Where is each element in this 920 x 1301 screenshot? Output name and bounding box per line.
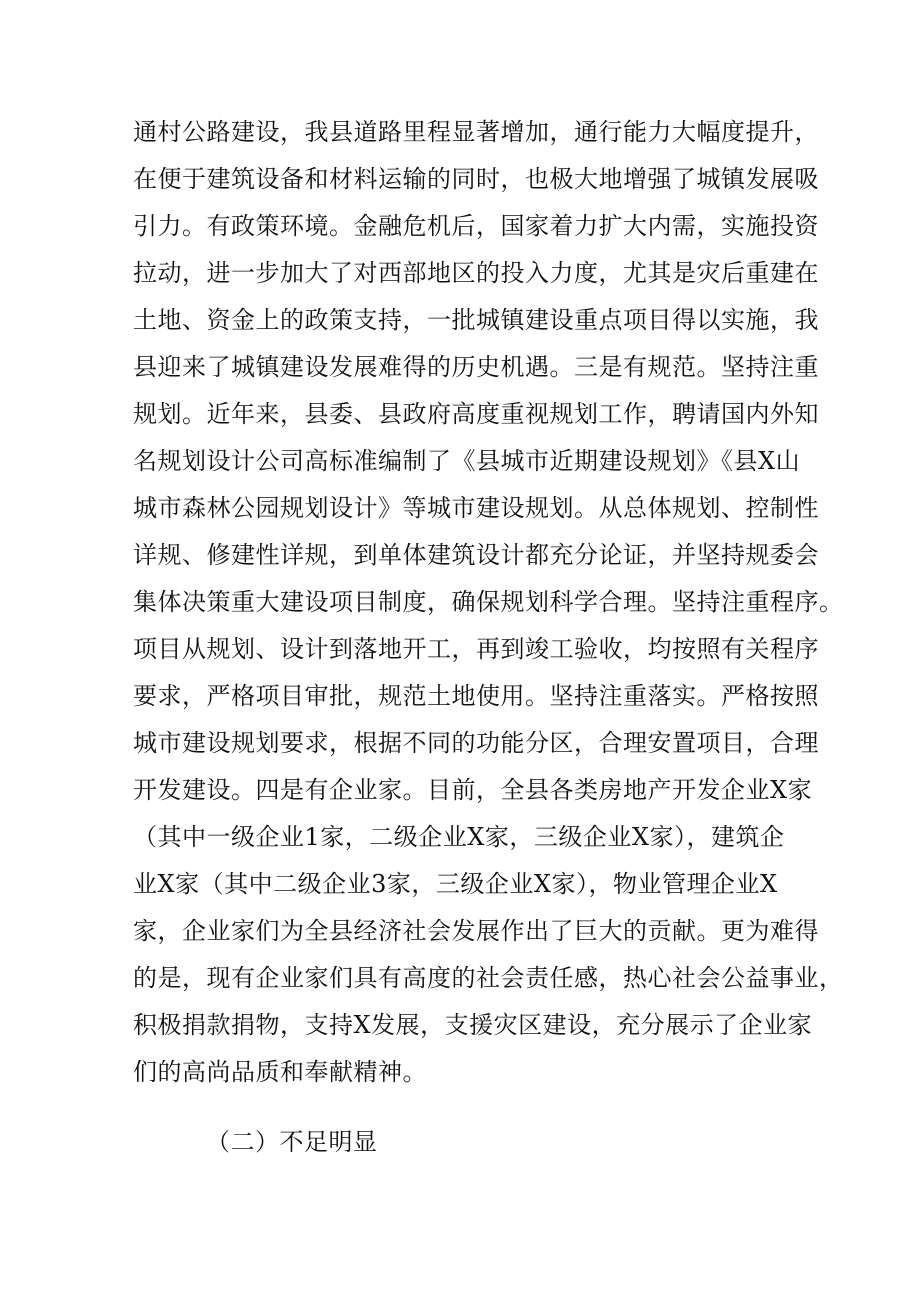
text-line: 项目从规划、设计到落地开工，再到竣工验收，均按照有关程序 — [133, 635, 819, 663]
text-line: 家，企业家们为全县经济社会发展作出了巨大的贡献。更为难得 — [133, 917, 819, 945]
text-line: 规划。近年来，县委、县政府高度重视规划工作，聘请国内外知 — [133, 400, 819, 428]
text-line: 土地、资金上的政策支持，一批城镇建设重点项目得以实施，我 — [133, 306, 819, 334]
text-line: 通村公路建设，我县道路里程显著增加，通行能力大幅度提升， — [133, 118, 819, 146]
text-line: 开发建设。四是有企业家。目前，全县各类房地产开发企业X家 — [133, 776, 813, 804]
text-line: 城市森林公园规划设计》等城市建设规划。从总体规划、控制性 — [133, 494, 819, 522]
text-line: 引力。有政策环境。金融危机后，国家着力扩大内需，实施投资 — [133, 212, 819, 240]
text-line: 的是，现有企业家们具有高度的社会责任感，热心社会公益事业， — [133, 964, 844, 992]
text-line: （其中一级企业1家，二级企业X家，三级企业X家），建筑企 — [133, 823, 785, 851]
text-line: 集体决策重大建设项目制度，确保规划科学合理。坚持注重程序。 — [133, 588, 844, 616]
text-line: 业X家（其中二级企业3家，三级企业X家），物业管理企业X — [133, 870, 778, 898]
section-heading: （二）不足明显 — [206, 1128, 378, 1156]
text-line: 积极捐款捐物，支持X发展，支援灾区建设，充分展示了企业家 — [133, 1011, 813, 1039]
text-line: 名规划设计公司高标准编制了《县城市近期建设规划》《县X山 — [133, 447, 801, 475]
text-line: 拉动，进一步加大了对西部地区的投入力度，尤其是灾后重建在 — [133, 259, 819, 287]
text-line: 们的高尚品质和奉献精神。 — [133, 1058, 427, 1086]
text-line: 县迎来了城镇建设发展难得的历史机遇。三是有规范。坚持注重 — [133, 353, 819, 381]
text-line: 要求，严格项目审批，规范土地使用。坚持注重落实。严格按照 — [133, 682, 819, 710]
text-line: 详规、修建性详规，到单体建筑设计都充分论证，并坚持规委会 — [133, 541, 819, 569]
text-line: 在便于建筑设备和材料运输的同时，也极大地增强了城镇发展吸 — [133, 165, 819, 193]
text-line: 城市建设规划要求，根据不同的功能分区，合理安置项目，合理 — [133, 729, 819, 757]
